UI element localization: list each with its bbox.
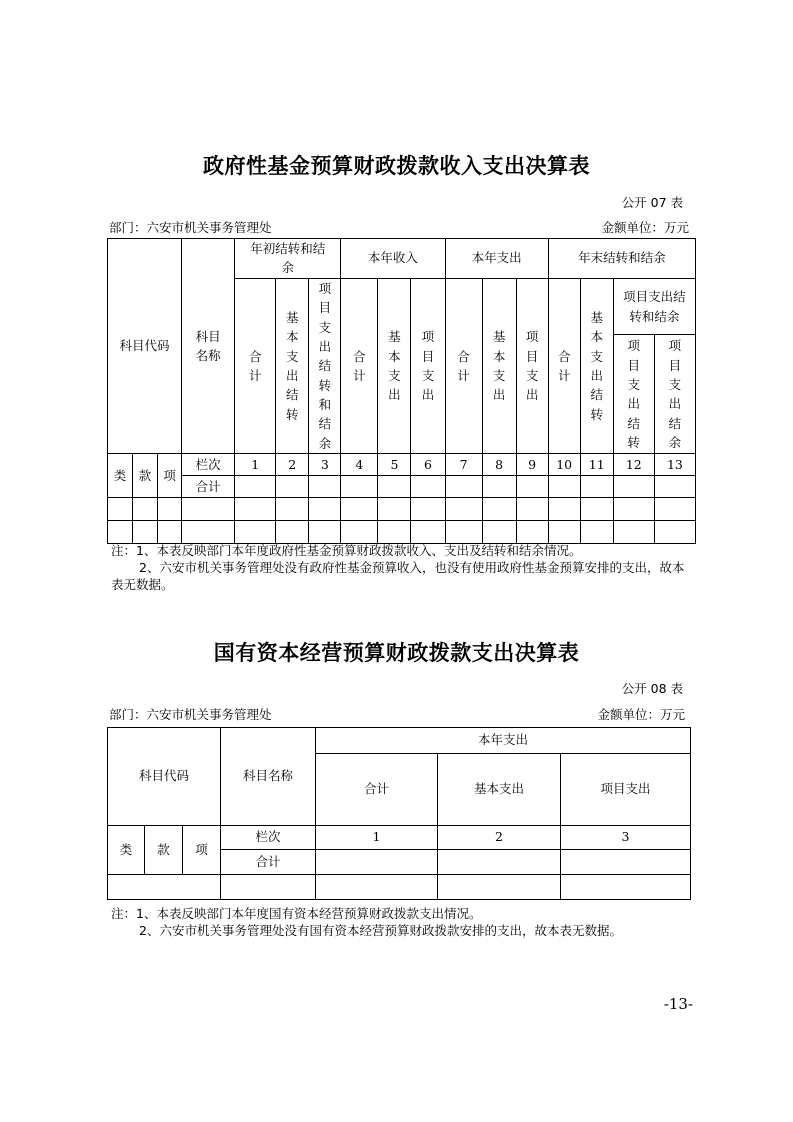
header-project-carry: 项目支出结转 — [613, 335, 654, 454]
column-number: 10 — [548, 454, 580, 476]
table1-dept: 部门：六安市机关事务管理处 — [109, 220, 272, 235]
table1-note1: 注：1、本表反映部门本年度政府性基金预算财政拨款收入、支出及结转和结余情况。 — [111, 543, 582, 558]
column-number: 9 — [516, 454, 548, 476]
header-total: 合计 — [235, 278, 276, 453]
header-total: 合计 — [445, 278, 482, 453]
column-number: 4 — [341, 454, 378, 476]
table-cell — [316, 850, 438, 875]
table-cell — [654, 476, 695, 498]
table-cell — [561, 850, 691, 875]
table1-unit: 金额单位：万元 — [601, 220, 689, 235]
header-subject-code: 科目代码 — [108, 239, 182, 454]
table-cell — [411, 476, 445, 498]
table2-unit: 金额单位：万元 — [597, 707, 685, 722]
table1-title: 政府性基金预算财政拨款收入支出决算表 — [203, 154, 590, 178]
table1 — [107, 238, 696, 544]
header-subject-code: 科目代码 — [108, 728, 221, 826]
column-number: 8 — [482, 454, 516, 476]
header-xiang: 项 — [183, 826, 221, 875]
table-cell — [445, 476, 482, 498]
column-number: 11 — [580, 454, 613, 476]
row-total-label: 合计 — [221, 850, 316, 875]
header-total: 合计 — [341, 278, 378, 453]
table-cell — [235, 476, 276, 498]
header-subject-name: 科目名称 — [221, 728, 316, 826]
table2-note2: 2、六安市机关事务管理处没有国有资本经营预算财政拨款安排的支出，故本表无数据。 — [139, 923, 622, 938]
header-total: 合计 — [316, 754, 438, 826]
header-basic-carry: 基本支出结转 — [276, 278, 309, 453]
table-cell — [309, 476, 341, 498]
column-number: 1 — [235, 454, 276, 476]
column-number: 2 — [276, 454, 309, 476]
header-project-balance: 项目支出结余 — [654, 335, 695, 454]
column-number: 5 — [378, 454, 411, 476]
column-number: 2 — [438, 826, 561, 850]
table-row — [108, 521, 696, 544]
header-end-project: 项目支出结转和结余 — [613, 278, 695, 335]
header-expense: 本年支出 — [316, 728, 691, 754]
column-number: 13 — [654, 454, 695, 476]
column-number: 3 — [309, 454, 341, 476]
header-basic: 基本支出 — [378, 278, 411, 453]
table-cell — [548, 476, 580, 498]
header-lei: 类 — [108, 454, 133, 498]
table2-title: 国有资本经营预算财政拨款支出决算表 — [213, 641, 580, 665]
header-end-balance: 年末结转和结余 — [548, 239, 695, 279]
header-project: 项目支出 — [516, 278, 548, 453]
column-number: 12 — [613, 454, 654, 476]
header-total: 合计 — [548, 278, 580, 453]
header-xiang: 项 — [158, 454, 182, 498]
header-column-index: 栏次 — [221, 826, 316, 850]
column-number: 7 — [445, 454, 482, 476]
header-expense: 本年支出 — [445, 239, 548, 279]
header-basic-carry: 基本支出结转 — [580, 278, 613, 453]
table-cell — [516, 476, 548, 498]
header-kuan: 款 — [145, 826, 183, 875]
header-basic: 基本支出 — [438, 754, 561, 826]
header-project: 项目支出 — [561, 754, 691, 826]
column-number: 6 — [411, 454, 445, 476]
header-project-carry-balance: 项目支出结转和结余 — [309, 278, 341, 453]
header-subject-name: 科目名称 — [182, 239, 235, 454]
table-cell — [613, 476, 654, 498]
table-cell — [482, 476, 516, 498]
table-cell — [341, 476, 378, 498]
header-column-index: 栏次 — [182, 454, 235, 476]
table2 — [107, 727, 691, 900]
table-cell — [378, 476, 411, 498]
table2-dept: 部门：六安市机关事务管理处 — [109, 707, 272, 722]
table-cell — [276, 476, 309, 498]
header-income: 本年收入 — [341, 239, 445, 279]
table2-code: 公开 08 表 — [621, 681, 683, 696]
row-total-label: 合计 — [182, 476, 235, 498]
header-lei: 类 — [108, 826, 145, 875]
table-cell — [438, 850, 561, 875]
header-begin-balance: 年初结转和结余 — [235, 239, 341, 279]
page-number: -13- — [663, 995, 693, 1013]
table1-code: 公开 07 表 — [621, 195, 683, 210]
table-row — [108, 875, 691, 900]
header-project: 项目支出 — [411, 278, 445, 453]
column-number: 1 — [316, 826, 438, 850]
header-basic: 基本支出 — [482, 278, 516, 453]
table-cell — [580, 476, 613, 498]
table2-note1: 注：1、本表反映部门本年度国有资本经营预算财政拨款支出情况。 — [111, 906, 482, 921]
table-row — [108, 498, 696, 521]
column-number: 3 — [561, 826, 691, 850]
table1-note2: 2、六安市机关事务管理处没有政府性基金预算收入，也没有使用政府性基金预算安排的支出，故本表无数据。 — [111, 560, 685, 592]
header-kuan: 款 — [133, 454, 158, 498]
